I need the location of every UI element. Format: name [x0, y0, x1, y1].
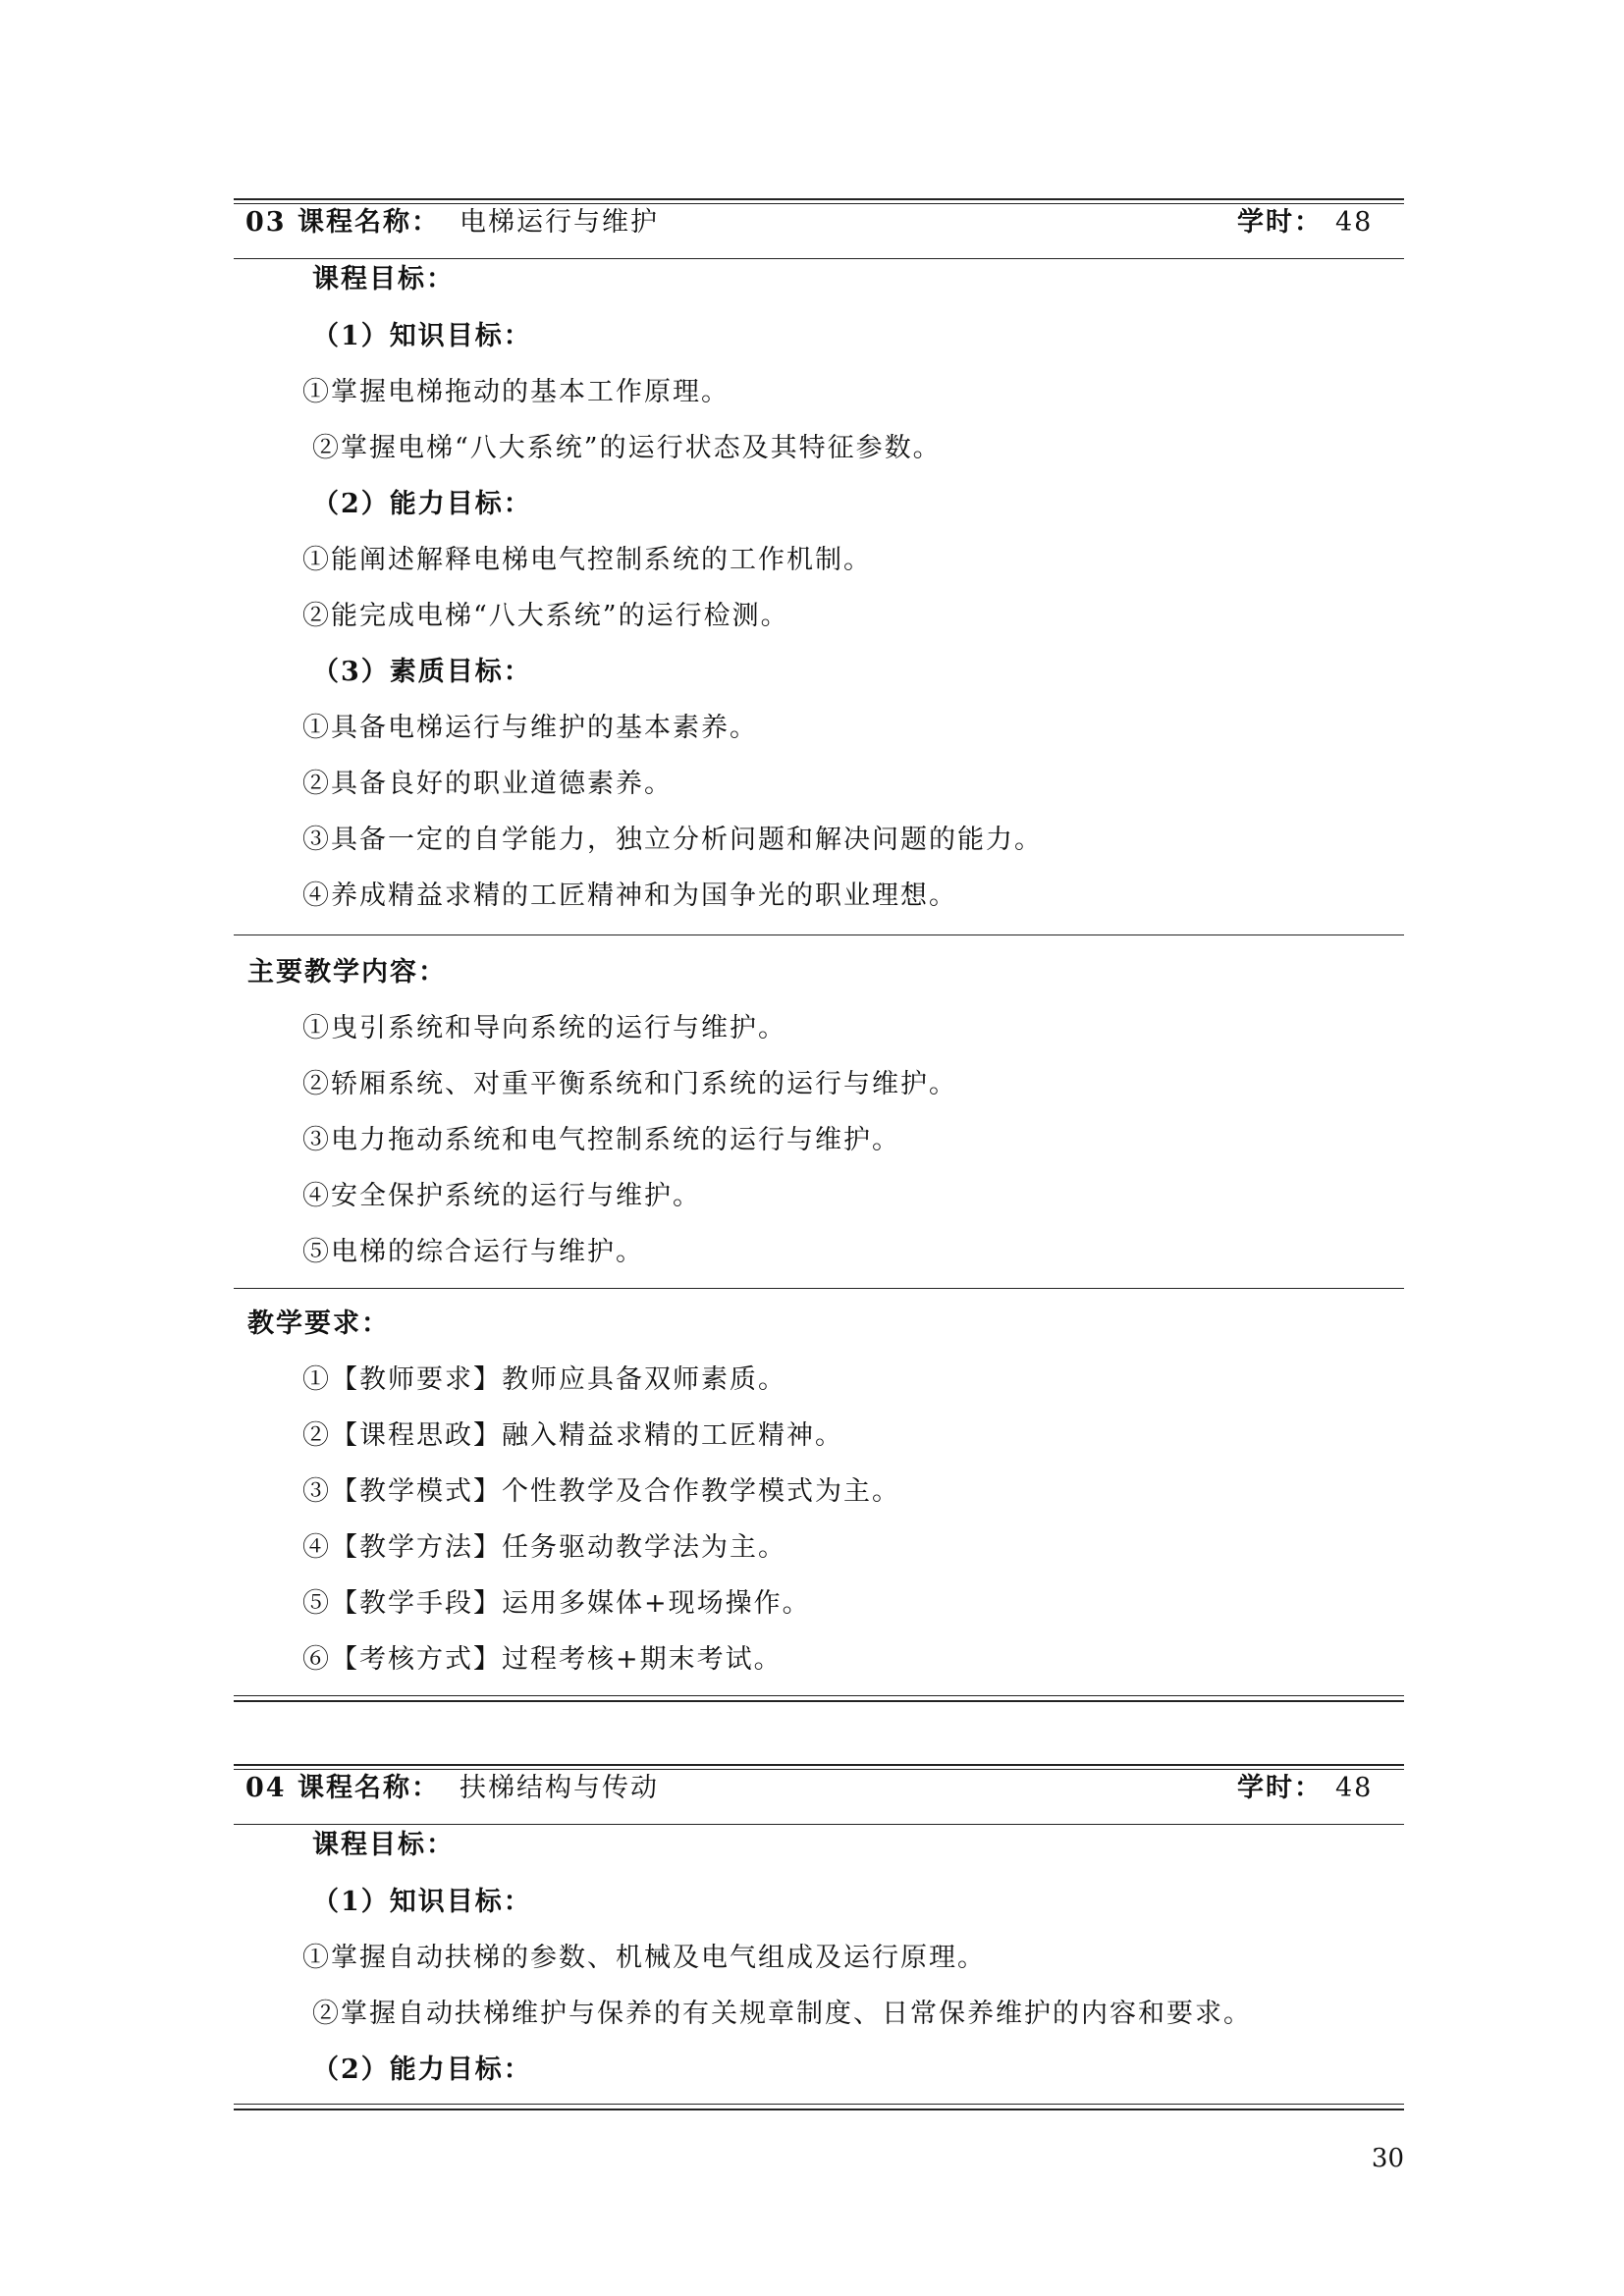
quality-item: ④养成精益求精的工匠精神和为国争光的职业理想。 — [302, 881, 957, 911]
content-item: ②轿厢系统、对重平衡系统和门系统的运行与维护。 — [302, 1069, 957, 1099]
table-top-rule — [234, 1764, 1404, 1766]
quality-item: ③具备一定的自学能力，独立分析问题和解决问题的能力。 — [302, 825, 1043, 855]
course-name-label: 04 课程名称： — [245, 1773, 440, 1803]
table-bottom-rule — [234, 2109, 1404, 2110]
content-title: 主要教学内容： — [247, 957, 447, 988]
header-divider — [234, 1824, 1404, 1825]
knowledge-item: ②掌握自动扶梯维护与保养的有关规章制度、日常保养维护的内容和要求。 — [312, 1999, 1252, 2029]
content-item: ①曳引系统和导向系统的运行与维护。 — [302, 1013, 786, 1043]
ability-title: （2）能力目标： — [312, 2055, 532, 2085]
course-name-label: 03 课程名称： — [245, 207, 440, 238]
requirement-item: ⑥【考核方式】过程考核+期末考试。 — [302, 1644, 783, 1675]
ability-item: ①能阐述解释电梯电气控制系统的工作机制。 — [302, 545, 872, 575]
table-bottom-rule-inner — [234, 2104, 1404, 2105]
requirement-item: ⑤【教学手段】运用多媒体+现场操作。 — [302, 1588, 811, 1619]
quality-title: （3）素质目标： — [312, 657, 532, 687]
content-item: ③电力拖动系统和电气控制系统的运行与维护。 — [302, 1125, 900, 1155]
requirement-item: ①【教师要求】教师应具备双师素质。 — [302, 1364, 786, 1395]
table-bottom-rule-inner — [234, 1695, 1404, 1696]
goals-title: 课程目标： — [312, 1830, 455, 1860]
header-divider — [234, 258, 1404, 259]
course-04-section — [234, 1762, 1404, 2115]
goals-divider — [234, 934, 1404, 935]
course-hours-label: 学时： — [1237, 1773, 1323, 1803]
ability-item: ②能完成电梯“八大系统”的运行检测。 — [302, 601, 789, 631]
quality-item: ①具备电梯运行与维护的基本素养。 — [302, 713, 758, 743]
course-hours-label: 学时： — [1237, 207, 1323, 238]
course-name: 扶梯结构与传动 — [460, 1773, 659, 1803]
knowledge-item: ②掌握电梯“八大系统”的运行状态及其特征参数。 — [312, 433, 942, 463]
knowledge-title: （1）知识目标： — [312, 321, 532, 351]
goals-title: 课程目标： — [312, 264, 455, 294]
requirements-title: 教学要求： — [247, 1308, 390, 1339]
content-item: ⑤电梯的综合运行与维护。 — [302, 1237, 644, 1267]
knowledge-title: （1）知识目标： — [312, 1887, 532, 1917]
table-top-rule — [234, 198, 1404, 200]
page-number: 30 — [1371, 2144, 1404, 2173]
course-hours: 48 — [1335, 1773, 1374, 1803]
quality-item: ②具备良好的职业道德素养。 — [302, 769, 673, 799]
course-hours: 48 — [1335, 207, 1374, 238]
course-name: 电梯运行与维护 — [460, 207, 659, 238]
table-top-rule-inner — [234, 1769, 1404, 1770]
requirement-item: ③【教学模式】个性教学及合作教学模式为主。 — [302, 1476, 900, 1507]
course-03-section — [234, 196, 1404, 1708]
knowledge-item: ①掌握电梯拖动的基本工作原理。 — [302, 377, 730, 407]
ability-title: （2）能力目标： — [312, 489, 532, 519]
content-item: ④安全保护系统的运行与维护。 — [302, 1181, 701, 1211]
knowledge-item: ①掌握自动扶梯的参数、机械及电气组成及运行原理。 — [302, 1943, 986, 1973]
requirement-item: ④【教学方法】任务驱动教学法为主。 — [302, 1532, 786, 1563]
content-divider — [234, 1288, 1404, 1289]
table-bottom-rule — [234, 1700, 1404, 1702]
requirement-item: ②【课程思政】融入精益求精的工匠精神。 — [302, 1420, 843, 1451]
table-top-rule-inner — [234, 203, 1404, 204]
